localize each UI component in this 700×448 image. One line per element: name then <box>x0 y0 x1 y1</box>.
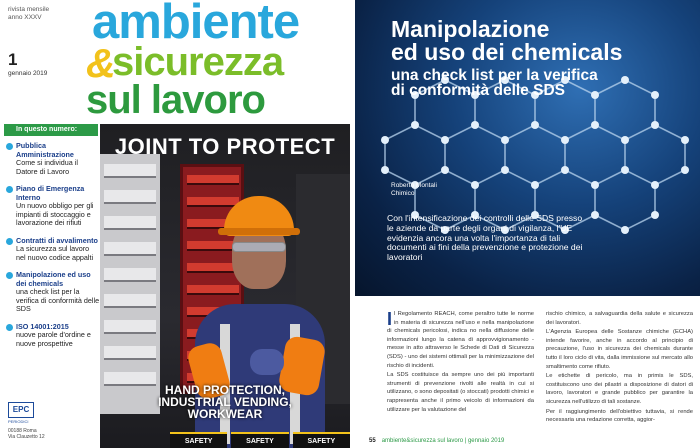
footer-text: ambiente&sicurezza sul lavoro | gennaio 2019 <box>381 438 505 444</box>
article-subtitle: una check list per la verifica di conformità delle SDS <box>391 67 598 99</box>
safety-badge: SAFETY <box>170 432 227 448</box>
frequency-label: rivista mensile <box>8 6 50 13</box>
drop-cap: I <box>387 309 393 329</box>
contents-item[interactable] <box>4 237 100 263</box>
masthead-title-sicurezza: sicurezza <box>112 40 284 84</box>
publisher-address <box>8 428 45 440</box>
contents-item[interactable] <box>4 271 100 314</box>
safety-badge: SAFETY <box>293 432 350 448</box>
masthead-ampersand: & <box>86 40 116 86</box>
article-author <box>391 182 437 198</box>
article-page <box>355 0 700 448</box>
contents-header: In questo numero: <box>4 124 98 136</box>
address-line: Via Clauzetto 12 <box>8 434 45 440</box>
article-column-2 <box>546 310 693 426</box>
contents-list <box>4 142 100 357</box>
article-paragraph: L'Agenzia Europea delle Sostanze chimiche (ECHA) intende favorire, anche in accordo al principio di precauzione, l'uso in sicurezza dei chemicals durante tutto il loro ciclo di vita, dalla immissione sul mercato allo smaltimento come rifiuto. <box>546 329 693 370</box>
bullet-icon <box>6 272 13 279</box>
contents-item-text: Un nuovo obbligo per gli impianti di stoccaggio e lavorazione dei rifiuti <box>16 201 94 227</box>
article-paragraph: l Regolamento REACH, come peraltro tutte le norme in materia di sicurezza nell'uso e nella manipolazione di chemicals pericolosi, indica no nella diffusione delle informazioni lungo la catena di approvvigionamento - messe in atto attraverso le Schede di Dati di Sicurezza (SDS) - uno dei sistemi ottimali per la minimizzazione del rischio di incidenti. <box>387 311 534 369</box>
article-paragraph: Le etichette di pericolo, ma in primis le SDS, costituiscono uno dei pilastri a disposizione di datori di lavoro, lavoratori e grande pubblico per garantire la sicurezza nell'utilizzo di tali sostanze. <box>546 373 693 405</box>
contents-item[interactable] <box>4 185 100 228</box>
contents-item-heading: Manipolazione ed uso dei chemicals <box>16 270 91 288</box>
bullet-icon <box>6 143 13 150</box>
brand-badges <box>170 432 350 448</box>
masthead-title-ambiente: ambiente <box>92 0 300 49</box>
contents-item-heading: Pubblica Amministrazione <box>16 141 74 159</box>
contents-item-text: nuove parole d'ordine e nuove prospettive <box>16 330 91 348</box>
cover-photo-advert <box>100 124 350 448</box>
contents-item-heading: ISO 14001:2015 <box>16 321 69 331</box>
author-role: Chimico <box>391 190 415 197</box>
contents-item[interactable] <box>4 323 100 349</box>
safety-badge: SAFETY <box>231 432 288 448</box>
article-title: Manipolazione ed uso dei chemicals <box>391 16 623 65</box>
article-body <box>387 310 693 426</box>
article-hero-image <box>355 0 700 296</box>
advert-caption: HAND PROTECTION, INDUSTRIAL VENDING, WORKWEAR <box>158 383 292 421</box>
address-line: 00188 Roma <box>8 428 37 434</box>
respirator-icon <box>250 349 284 375</box>
contents-item-text: La sicurezza sul lavoro nel nuovo codice appalti <box>16 244 94 262</box>
advert-headline: JOINT TO PROTECT <box>114 134 336 159</box>
bullet-icon <box>6 324 13 331</box>
contents-item-text: Come si individua il Datore di Lavoro <box>16 158 78 176</box>
page-footer <box>355 438 700 444</box>
publisher-logo: EPC <box>8 402 34 418</box>
contents-item-heading: Contratti di avvalimento <box>16 235 98 245</box>
vending-machine-left <box>100 154 160 414</box>
contents-item-text: una check list per la verifica di conformità delle SDS <box>16 287 100 313</box>
article-column-1 <box>387 310 534 426</box>
masthead-meta <box>8 6 49 22</box>
contents-item[interactable] <box>4 142 100 176</box>
author-name: Roberto Montali <box>391 182 437 189</box>
publisher-subtitle: PERIODICI <box>8 419 29 424</box>
article-paragraph: La SDS costituisce da sempre uno dei più importanti strumenti di prevenzione rivolti alle realtà in cui si utilizzano, o sono depositati (o stoccati) prodotti chimici e rappresenta anche il primo veicolo di informazioni da utilizzare per la valutazione del <box>387 372 534 413</box>
article-paragraph: rischio chimico, a salvaguardia della salute e sicurezza dei lavoratori. <box>546 311 693 326</box>
issue-number: 1 <box>8 50 18 69</box>
article-lead: Con l'intensificazione dei controlli delle SDS presso le aziende da parte degli organi di vigilanza, l'UE evidenzia ancora una volta l'importanza di tali documenti ai fini della prevenzione e protezione dei lavoratori <box>387 213 583 263</box>
safety-glasses-icon <box>232 242 286 252</box>
bullet-icon <box>6 186 13 193</box>
page-number: 55 <box>369 438 376 444</box>
volume-label: anno XXXV <box>8 14 42 21</box>
bullet-icon <box>6 238 13 245</box>
masthead-title-sul-lavoro: sul lavoro <box>86 78 265 122</box>
article-paragraph: Per il raggiungimento dell'obiettivo tuttavia, si rende necessaria una redazione corretta, aggior- <box>546 408 693 424</box>
issue-date: gennaio 2019 <box>8 70 48 77</box>
contents-item-heading: Piano di Emergenza Interno <box>16 184 85 202</box>
